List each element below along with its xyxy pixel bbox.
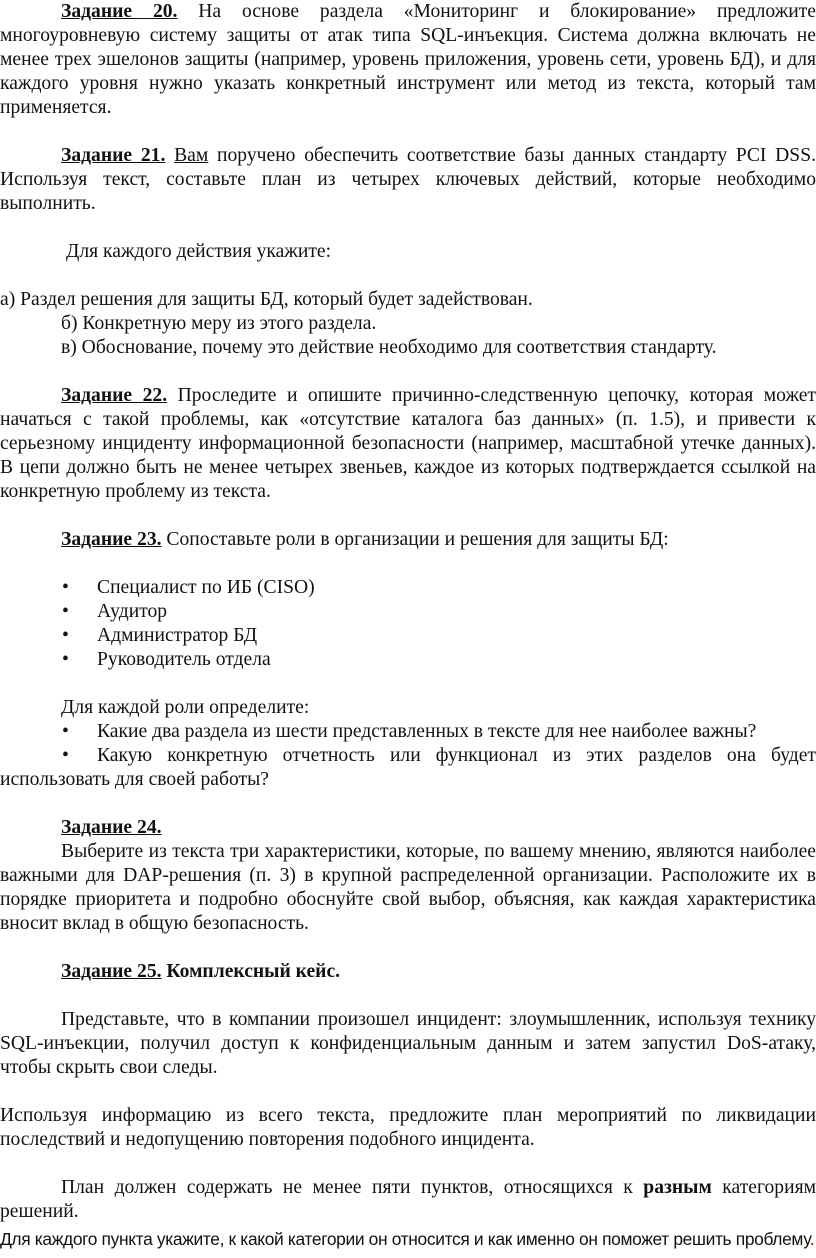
- task-22-text: Проследите и опишите причинно-следственную цепочку, которая может начаться с такой проблемы, как «отсутствие каталога баз данных» (п. 1.5), и привести к серьезному инциденту информационной безопасности (например, масштабной утечке данных). В цепи должно быть не менее четырех звеньев, каждое из которых подтверждается ссылкой на конкретную проблему из текста.: [0, 385, 816, 502]
- task-23-title: Задание 23.: [61, 529, 162, 550]
- role-item: [0, 576, 816, 600]
- task-25-p3-bold: разным: [643, 1177, 712, 1198]
- task-20-title: Задание 20.: [61, 1, 178, 22]
- bullet-icon: •: [62, 745, 69, 766]
- task-23-text: Сопоставьте роли в организации и решения для защиты БД:: [161, 529, 669, 550]
- task-25-p2: Используя информацию из всего текста, предложите план мероприятий по ликвидации последствий и недопущению повторения подобного инцидента.: [0, 1105, 816, 1150]
- task-25-title: Задание 25.: [61, 961, 162, 982]
- task-25-p4-text: Для каждого пункта укажите, к какой категории он относится и как именно он поможет решить проблему: [0, 1229, 810, 1249]
- task-21-item-b: б) Конкретную меру из этого раздела.: [61, 313, 377, 334]
- task-21-title: Задание 21.: [61, 145, 166, 166]
- task-24-title-line: [0, 816, 816, 840]
- question-label: Какие два раздела из шести представленных в тексте для нее наиболее важны?: [97, 721, 757, 742]
- role-item: [0, 600, 816, 624]
- task-24-title: Задание 24.: [61, 817, 162, 838]
- bullet-icon: •: [62, 625, 69, 646]
- role-label: Аудитор: [97, 601, 168, 622]
- task-21-item-c: в) Обоснование, почему это действие необходимо для соответствия стандарту.: [61, 337, 717, 358]
- role-label: Руководитель отдела: [97, 649, 271, 670]
- task-24-text: Выберите из текста три характеристики, которые, по вашему мнению, являются наиболее важными для DAP-решения (п. 3) в крупной распределенной организации. Расположите их в порядке приоритета и подробно обоснуйте свой выбор, объясняя, как каждая характеристика вносит вклад в общую безопасность.: [0, 841, 816, 934]
- role-label: Специалист по ИБ (CISO): [97, 577, 315, 598]
- task-21-text: поручено обеспечить соответствие базы данных стандарту PCI DSS. Используя текст, составьте план из четырех ключевых действий, которые необходимо выполнить.: [0, 145, 816, 214]
- task-23-sub: Для каждой роли определите:: [61, 697, 310, 718]
- task-25-p3: [0, 1176, 816, 1224]
- bullet-icon: •: [62, 577, 69, 598]
- task-25-p1: Представьте, что в компании произошел инцидент: злоумышленник, используя технику SQL-инъекции, получил доступ к конфиденциальным данным и затем запустил DoS-атаку, чтобы скрыть свои следы.: [0, 1009, 816, 1078]
- role-label: Администратор БД: [97, 625, 258, 646]
- task-25-subtitle: Комплексный кейс.: [161, 961, 341, 982]
- task-23: [0, 528, 816, 552]
- task-22-title: Задание 22.: [61, 385, 168, 406]
- bullet-icon: •: [62, 721, 69, 742]
- task-25-p4-period: .: [809, 1229, 815, 1249]
- bullet-icon: •: [62, 649, 69, 670]
- bullet-icon: •: [62, 601, 69, 622]
- task-22: [0, 384, 816, 504]
- task-25-p3-text: План должен содержать не менее пяти пунктов, относящихся к: [61, 1177, 644, 1198]
- role-item: [0, 624, 816, 648]
- question-label: Какую конкретную отчетность или функционал из этих разделов она будет использовать для своей работы?: [0, 745, 816, 790]
- task-20: [0, 0, 816, 120]
- task-25-title-line: [0, 960, 816, 984]
- question-item: [0, 720, 816, 744]
- question-item: [0, 744, 816, 792]
- task-21: [0, 144, 816, 216]
- task-25-p3-text-end: категориям решений.: [0, 1177, 816, 1222]
- task-21-item-a: а) Раздел решения для защиты БД, который будет задействован.: [0, 289, 533, 310]
- task-21-sub: Для каждого действия укажите:: [66, 241, 332, 262]
- task-25-p4: [0, 1226, 816, 1252]
- task-21-underlined-word: Вам: [174, 145, 209, 166]
- role-item: [0, 648, 816, 672]
- task-20-text: На основе раздела «Мониторинг и блокирование» предложите многоуровневую систему защиты от атак типа SQL-инъекция. Система должна включать не менее трех эшелонов защиты (например, уровень приложения, уровень сети, уровень БД), и для каждого уровня нужно указать конкретный инструмент или метод из текста, который там применяется.: [0, 1, 816, 118]
